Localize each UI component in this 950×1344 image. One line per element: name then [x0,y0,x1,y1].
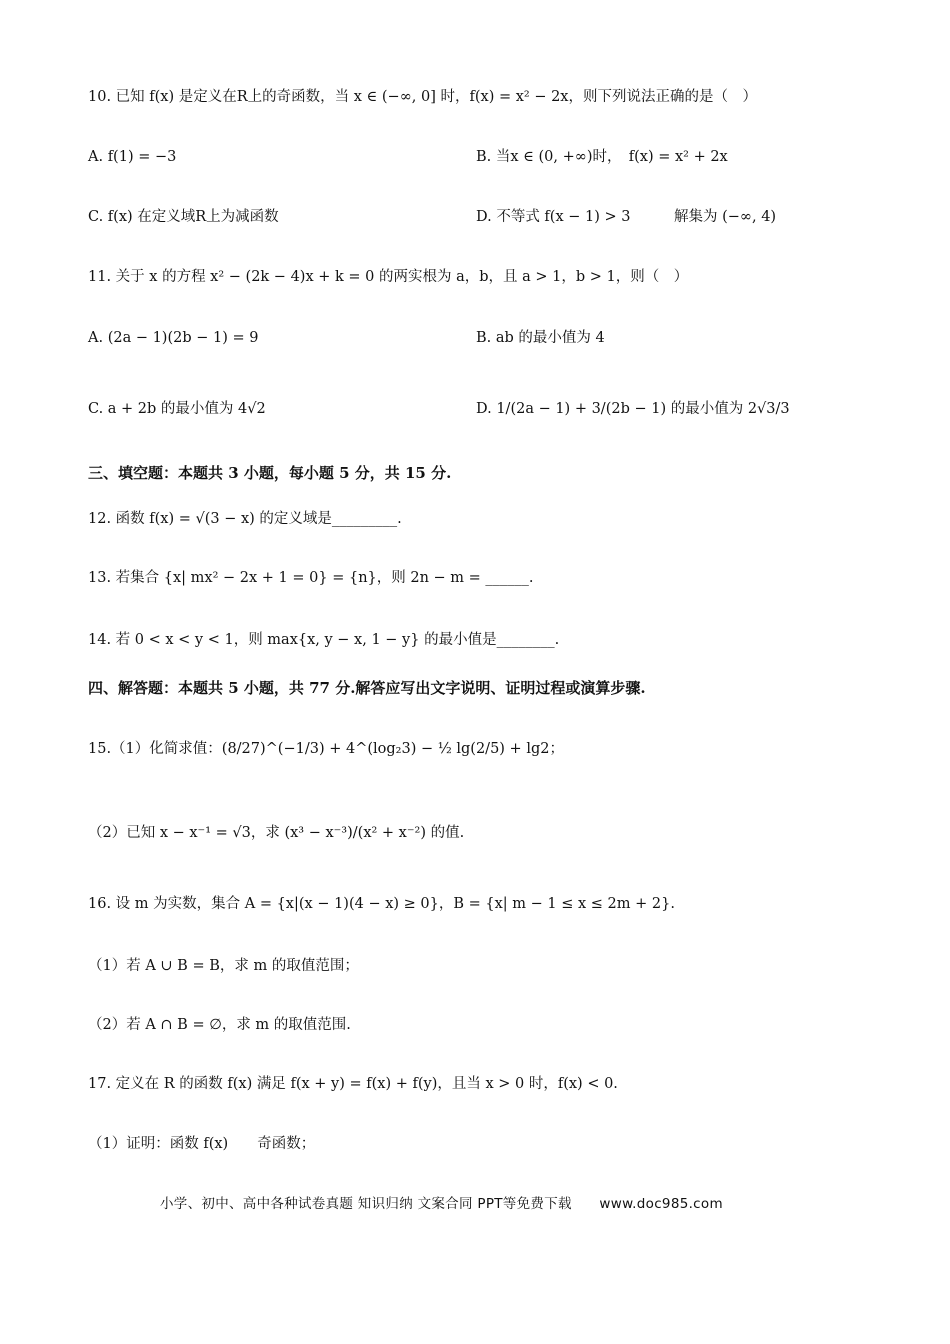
q13: 13. 若集合 {x| mx² − 2x + 1 = 0} = {n}，则 2n − m = ______. [88,570,534,586]
q10-stem: 10. 已知 f(x) 是定义在R上的奇函数，当 x ∈ (−∞, 0] 时，f(x) = x² − 2x，则下列说法正确的是（ ） [88,89,757,105]
q17-part1: （1）证明：函数 f(x) 奇函数； [88,1136,316,1152]
q15-part2: （2）已知 x − x⁻¹ = √3，求 (x³ − x⁻³)/(x² + x⁻²) 的值. [88,825,465,841]
page-footer: 小学、初中、高中各种试卷真题 知识归纳 文案合同 PPT等免费下载 www.doc985.com [160,1196,723,1212]
q10-option-b: B. 当x ∈ (0, +∞)时， f(x) = x² + 2x [476,149,728,165]
q11-option-b: B. ab 的最小值为 4 [476,330,605,346]
q16-stem: 16. 设 m 为实数，集合 A = {x|(x − 1)(4 − x) ≥ 0}，B = {x| m − 1 ≤ x ≤ 2m + 2}. [88,896,675,912]
q12: 12. 函数 f(x) = √(3 − x) 的定义域是_________. [88,511,402,527]
q11-option-c: C. a + 2b 的最小值为 4√2 [88,401,266,417]
q14: 14. 若 0 < x < y < 1，则 max{x, y − x, 1 − y} 的最小值是________. [88,632,560,648]
q16-part2: （2）若 A ∩ B = ∅，求 m 的取值范围. [88,1017,351,1033]
q11-option-d: D. 1/(2a − 1) + 3/(2b − 1) 的最小值为 2√3/3 [476,401,790,417]
q10-option-d: D. 不等式 f(x − 1) > 3 解集为 (−∞, 4) [476,209,777,225]
q10-option-a: A. f(1) = −3 [88,149,177,165]
q15-part1: 15.（1）化简求值：(8/27)^(−1/3) + 4^(log₂3) − ½ lg(2/5) + lg2； [88,741,564,757]
q16-part1: （1）若 A ∪ B = B，求 m 的取值范围； [88,958,359,974]
q10-option-c: C. f(x) 在定义域R上为减函数 [88,209,279,225]
q17-stem: 17. 定义在 R 的函数 f(x) 满足 f(x + y) = f(x) + f(y)，且当 x > 0 时，f(x) < 0. [88,1076,618,1092]
section-4-heading: 四、解答题：本题共 5 小题，共 77 分.解答应写出文字说明、证明过程或演算步骤. [88,679,646,697]
q11-option-a: A. (2a − 1)(2b − 1) = 9 [88,330,259,346]
section-3-heading: 三、填空题：本题共 3 小题，每小题 5 分，共 15 分. [88,464,452,482]
q11-stem: 11. 关于 x 的方程 x² − (2k − 4)x + k = 0 的两实根为 a，b，且 a > 1，b > 1，则（ ） [88,269,689,285]
